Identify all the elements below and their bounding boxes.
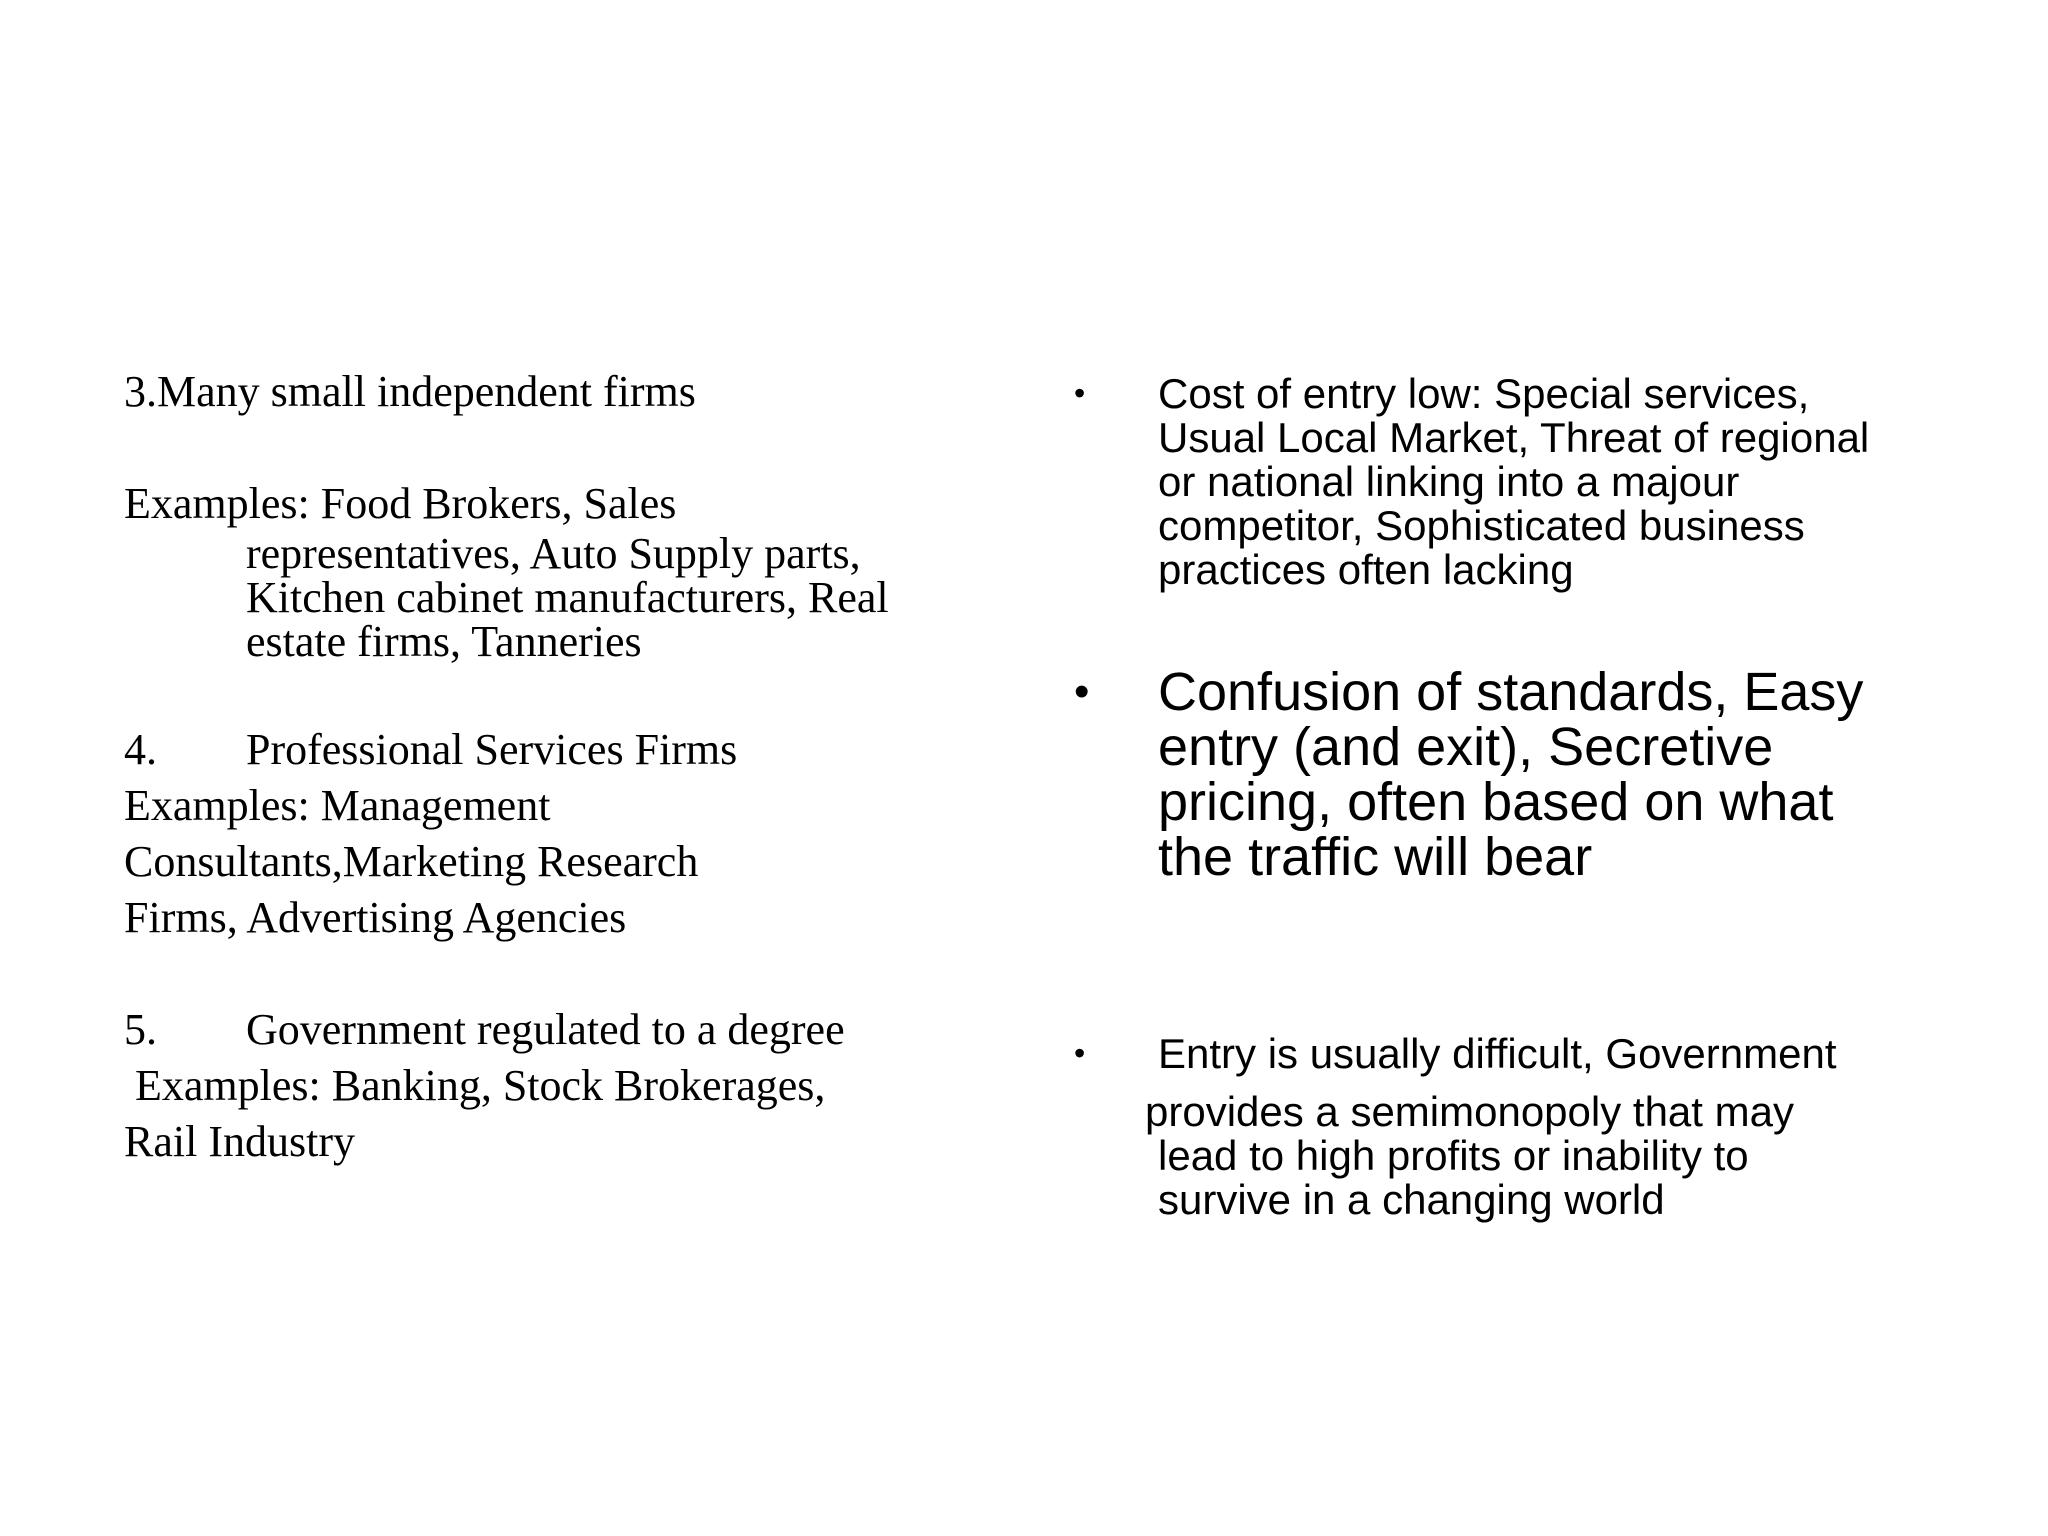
point3-second-line: provides a semimonopoly that may (1145, 1088, 1794, 1135)
item4-examples-line: Examples: Management (124, 781, 551, 830)
point1-line: competitor, Sophisticated business (1158, 502, 1805, 549)
point1-line: or national linking into a majour (1158, 458, 1740, 505)
point2-line: pricing, often based on what (1158, 772, 1834, 832)
point3-line: survive in a changing world (1158, 1176, 1665, 1223)
point2-line: the traffic will bear (1158, 827, 1593, 887)
item3-examples-label: Examples: Food Brokers, Sales (124, 479, 677, 528)
item4-heading: Professional Services Firms (246, 725, 738, 774)
point1-line: Usual Local Market, Threat of regional (1158, 414, 1870, 461)
item3-examples-line: estate firms, Tanneries (246, 617, 642, 666)
bullet-icon: • (1074, 375, 1086, 411)
point2-line: Confusion of standards, Easy (1158, 662, 1864, 722)
item5-examples-line: Examples: Banking, Stock Brokerages, (124, 1061, 826, 1110)
point3-line: lead to high profits or inability to (1158, 1132, 1749, 1179)
bullet-icon: • (1074, 667, 1090, 716)
point3-first-line: Entry is usually difficult, Government (1158, 1030, 1837, 1077)
point2-line: entry (and exit), Secretive (1158, 717, 1774, 777)
item5-examples-line: Rail Industry (124, 1117, 355, 1166)
item4-examples-line: Consultants,Marketing Research (124, 837, 699, 886)
point1-line: practices often lacking (1158, 546, 1574, 593)
item4-examples-line: Firms, Advertising Agencies (124, 893, 627, 942)
item5-heading: Government regulated to a degree (246, 1005, 845, 1054)
item3-examples-line: Kitchen cabinet manufacturers, Real (246, 573, 889, 622)
item3-examples-line: representatives, Auto Supply parts, (246, 529, 861, 578)
item3-heading: 3.Many small independent firms (124, 367, 696, 416)
item4-number: 4. (124, 725, 157, 774)
bullet-icon: • (1074, 1035, 1086, 1071)
point1-line: Cost of entry low: Special services, (1158, 370, 1810, 417)
item5-number: 5. (124, 1005, 157, 1054)
